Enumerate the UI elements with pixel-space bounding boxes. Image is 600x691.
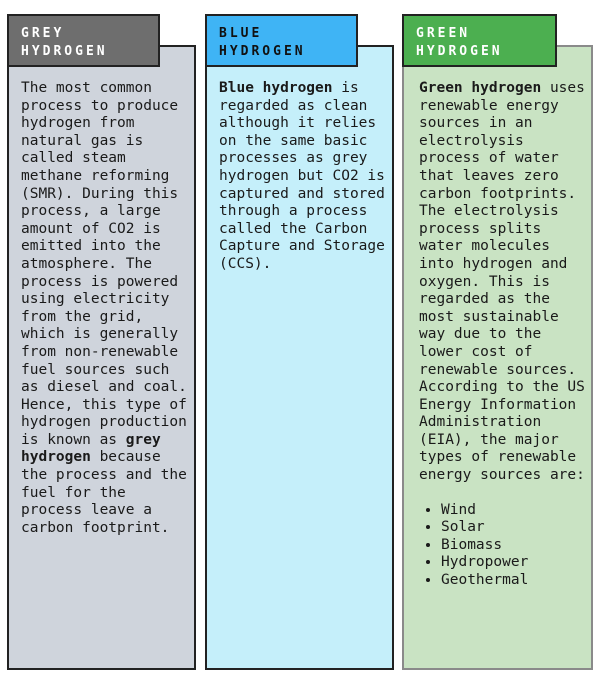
grey-hydrogen-description [21, 80, 189, 537]
renewable-sources-list [419, 502, 585, 590]
renewable-source-item: • Biomass [441, 537, 585, 555]
blue-text-bold: Blue hydrogen [219, 80, 333, 96]
grey-hydrogen-tab [7, 14, 160, 67]
renewable-source-item: • Hydropower [441, 554, 585, 572]
grey-title-line2: HYDROGEN [21, 44, 108, 59]
green-title-line2: HYDROGEN [416, 44, 503, 59]
green-hydrogen-tab [402, 14, 557, 67]
green-hydrogen-description [419, 80, 585, 590]
grey-text-bold: grey hydrogen [21, 431, 161, 466]
blue-title-line1: BLUE [219, 26, 263, 41]
blue-text-part2: is regarded as clean although it relies on the same basic processes as grey hydrogen but CO2 is captured and stored through a process called the Carbon Capture and Storage (CCS). [219, 80, 385, 272]
renewable-source-item: • Geothermal [441, 572, 585, 590]
grey-text-part2: because the process and the fuel for the process leave a carbon footprint. [21, 449, 187, 536]
blue-hydrogen-description [219, 80, 387, 274]
renewable-source-item: • Wind [441, 502, 585, 520]
blue-title-line2: HYDROGEN [219, 44, 306, 59]
grey-text-part1: The most common process to produce hydrogen from natural gas is called steam methane reforming (SMR). During this process, a large amount of CO2 is emitted into the atmosphere. The process is powered using electricity from the grid, which is generally from non-renewable fuel sources such as diesel and coal. Hence, this type of hydrogen production is known as [21, 80, 187, 448]
green-text-bold: Green hydrogen [419, 80, 542, 96]
green-text-part2: uses renewable energy sources in an electrolysis process of water that leaves zero carbon footprints. The electrolysis process splits water molecules into hydrogen and oxygen. This is regarded as the most sustainable way due to the lower cost of renewable sources. According to the US Energy Information Administration (EIA), the major types of renewable energy sources are: [419, 80, 585, 484]
green-title-line1: GREEN [416, 26, 471, 41]
blue-hydrogen-tab [205, 14, 358, 67]
grey-title-line1: GREY [21, 26, 65, 41]
renewable-source-item: • Solar [441, 519, 585, 537]
